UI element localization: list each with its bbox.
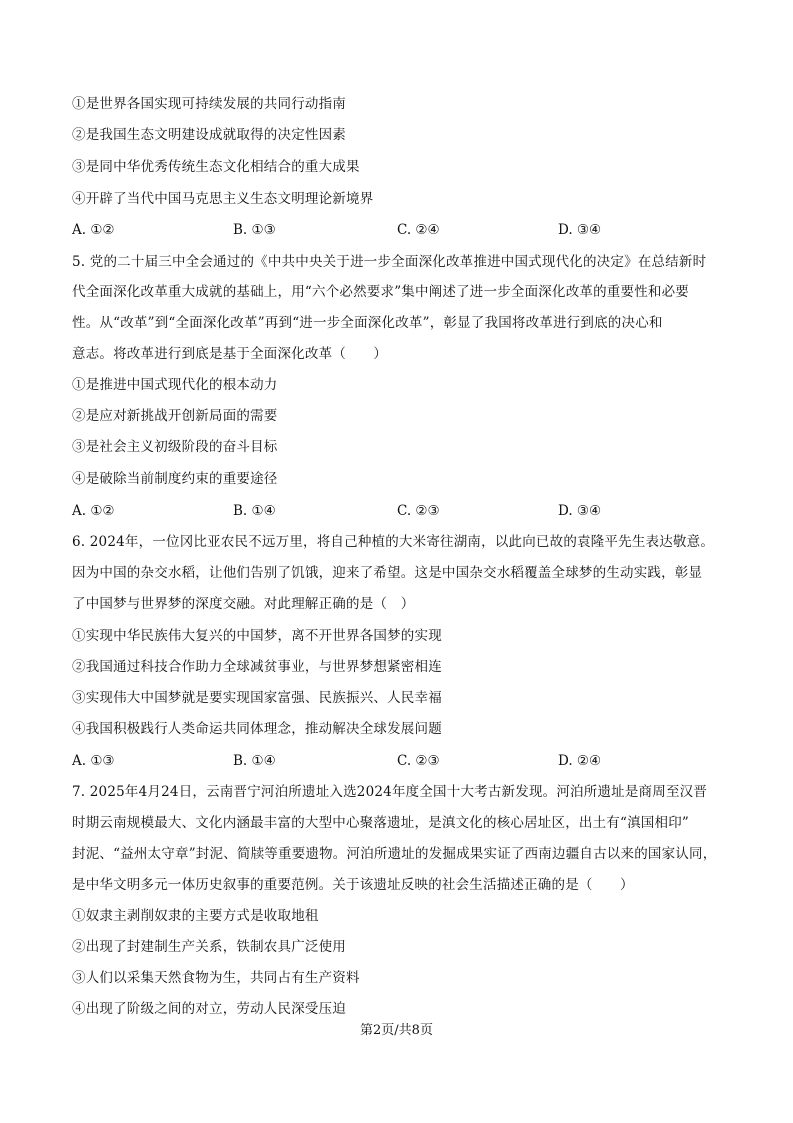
q5-item-3: ③是社会主义初级阶段的奋斗目标 [72,439,278,455]
q4-item-1: ①是世界各国实现可持续发展的共同行动指南 [72,96,346,112]
q5-stem-line-2: 代全面深化改革重大成就的基础上，用“六个必然要求”集中阐述了进一步全面深化改革的重要性和必要 [72,284,690,300]
q6-option-a: A. ①③ [72,753,115,769]
q4-item-3: ③是同中华优秀传统生态文化相结合的重大成果 [72,159,360,175]
q6-item-4: ④我国积极践行人类命运共同体理念，推动解决全球发展问题 [72,721,442,737]
q5-item-2: ②是应对新挑战开创新局面的需要 [72,408,278,424]
q4-option-d: D. ③④ [558,222,602,238]
q7-stem-line-4: 是中华文明多元一体历史叙事的重要范例。关于该遗址反映的社会生活描述正确的是（ ） [72,877,634,893]
q6-stem-line-2: 因为中国的杂交水稻，让他们告别了饥饿，迎来了希望。这是中国杂交水稻覆盖全球梦的生动实践，彰显 [72,565,703,581]
q7-stem-line-2: 时期云南规模最大、文化内涵最丰富的大型中心聚落遗址，是滇文化的核心居址区，出土有“滇国相印” [72,815,690,831]
q5-option-b: B. ①④ [233,503,276,519]
q6-item-2: ②我国通过科技合作助力全球减贫事业，与世界梦想紧密相连 [72,659,442,675]
q6-stem-line-3: 了中国梦与世界梦的深度交融。对此理解正确的是（ ） [72,596,415,612]
q4-option-c: C. ②④ [397,222,440,238]
q5-stem-line-4: 意志。将改革进行到底是基于全面深化改革（ ） [72,346,388,362]
q4-option-a: A. ①② [72,222,115,238]
q6-item-3: ③实现伟大中国梦就是要实现国家富强、民族振兴、人民幸福 [72,690,442,706]
q5-item-4: ④是破除当前制度约束的重要途径 [72,471,278,487]
q7-item-3: ③人们以采集天然食物为生，共同占有生产资料 [72,970,360,986]
q6-option-c: C. ②③ [397,753,440,769]
q5-stem-line-1: 5. 党的二十届三中全会通过的《中共中央关于进一步全面深化改革推进中国式现代化的决定》在总结新时 [72,254,707,270]
q5-item-1: ①是推进中国式现代化的根本动力 [72,377,278,393]
q4-item-4: ④开辟了当代中国马克思主义生态文明理论新境界 [72,191,374,207]
q5-option-a: A. ①② [72,503,115,519]
q6-option-b: B. ①④ [233,753,276,769]
q7-item-2: ②出现了封建制生产关系，铁制农具广泛使用 [72,939,346,955]
q6-stem-line-1: 6. 2024年，一位冈比亚农民不远万里，将自己种植的大米寄往湖南，以此向已故的袁隆平先生表达敬意。 [72,534,715,550]
page-number: 第2页/共8页 [360,1023,433,1038]
q7-item-4: ④出现了阶级之间的对立，劳动人民深受压迫 [72,1001,346,1017]
q7-item-1: ①奴隶主剥削奴隶的主要方式是收取地租 [72,908,319,924]
q5-stem-line-3: 性。从“改革”到“全面深化改革”再到“进一步全面深化改革”，彰显了我国将改革进行到底的决心和 [72,315,663,331]
q7-stem-line-1: 7. 2025年4月24日，云南晋宁河泊所遗址入选2024年度全国十大考古新发现。河泊所遗址是商周至汉晋 [72,784,708,800]
q6-item-1: ①实现中华民族伟大复兴的中国梦，离不开世界各国梦的实现 [72,628,442,644]
q5-option-d: D. ③④ [558,503,602,519]
q4-item-2: ②是我国生态文明建设成就取得的决定性因素 [72,127,346,143]
q5-option-c: C. ②③ [397,503,440,519]
q6-option-d: D. ②④ [558,753,602,769]
q4-option-b: B. ①③ [233,222,276,238]
q7-stem-line-3: 封泥、“益州太守章”封泥、简牍等重要遗物。河泊所遗址的发掘成果实证了西南边疆自古以来的国家认同， [72,846,717,862]
